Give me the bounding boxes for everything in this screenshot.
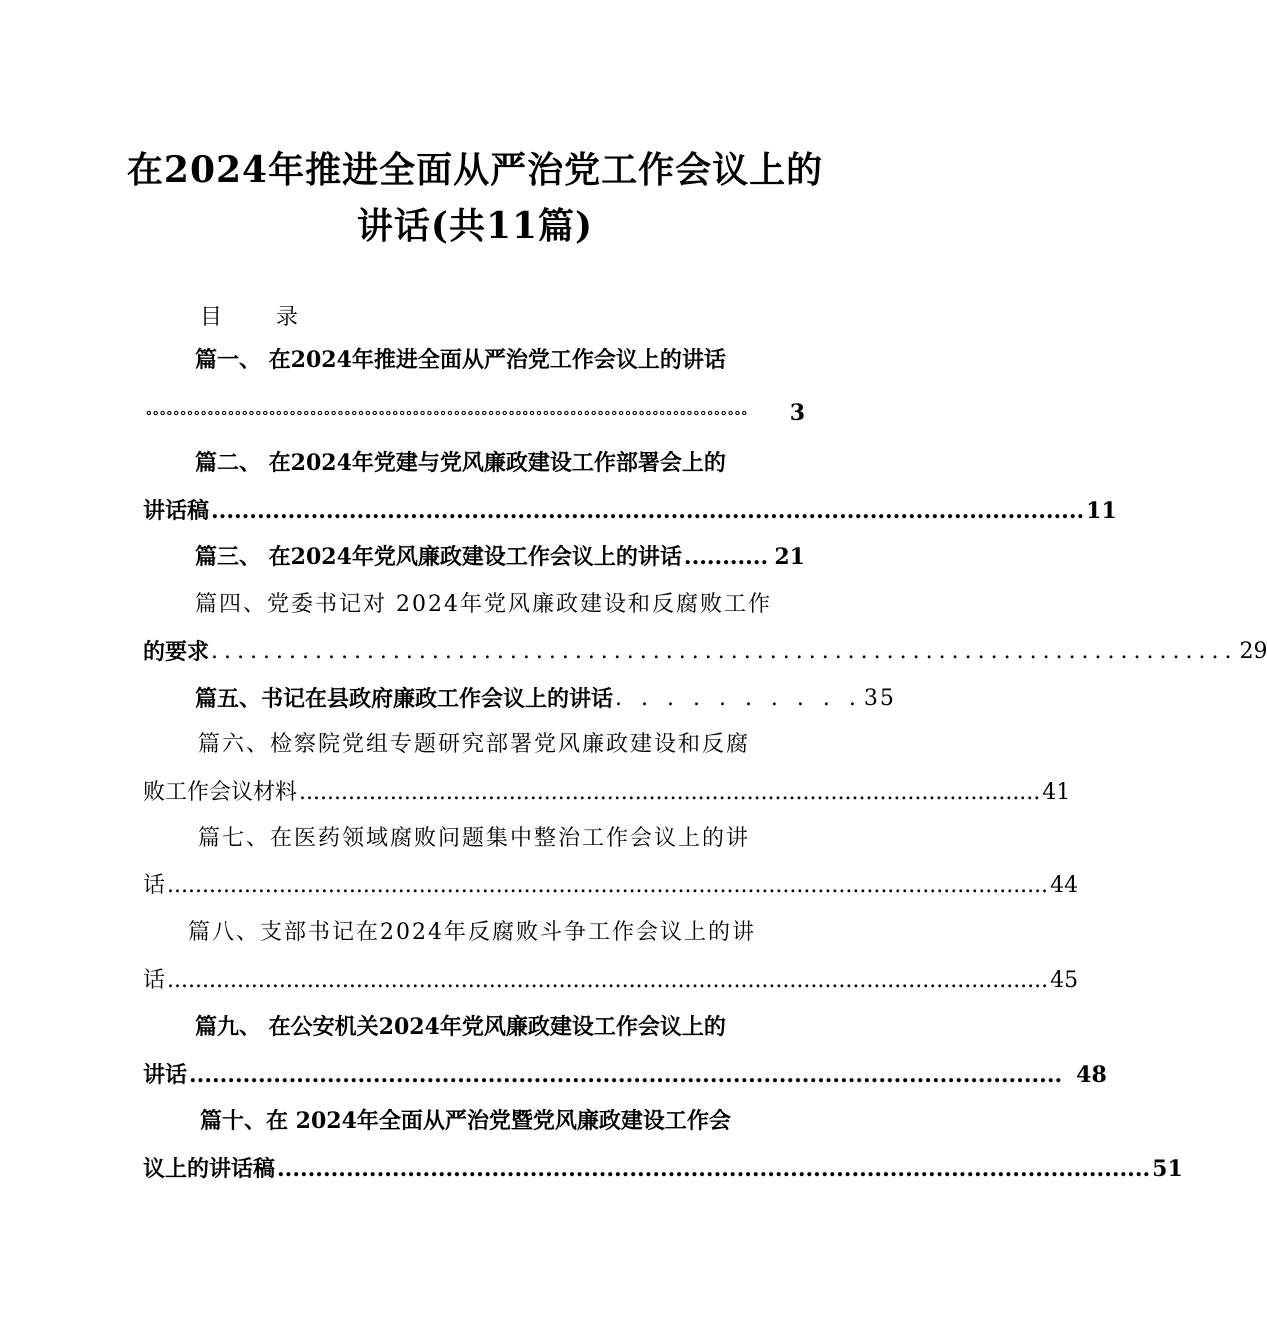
toc-item-9-line2: 讲话 <box>143 1062 188 1088</box>
toc-item-5[interactable] <box>195 684 896 714</box>
toc-leader-dots: .................................................................................................................. <box>277 1156 1151 1182</box>
toc-leader-circles: ∘∘∘∘∘∘∘∘∘∘∘∘∘∘∘∘∘∘∘∘∘∘∘∘∘∘∘∘∘∘∘∘∘∘∘∘∘∘∘∘∘∘∘∘∘∘∘∘∘∘∘∘∘∘∘∘∘∘∘∘∘∘∘∘∘∘∘∘∘∘∘∘∘∘∘∘∘∘∘∘∘∘∘∘∘∘∘∘ <box>145 403 748 422</box>
toc-item-1-leader[interactable] <box>143 398 805 428</box>
toc-item-1-title[interactable]: 篇一、 在2024年推进全面从严治党工作会议上的讲话 <box>195 347 726 373</box>
toc-leader-dots: ............................................................................... <box>211 639 1238 664</box>
toc-item-4-page: 29 <box>1239 639 1267 664</box>
toc-item-2-line2: 讲话稿 <box>143 498 210 524</box>
toc-item-8-cont[interactable] <box>143 966 1079 996</box>
toc-item-1-page: 3 <box>789 400 805 426</box>
toc-item-10-line2: 议上的讲话稿 <box>143 1156 276 1182</box>
toc-item-6-cont[interactable] <box>143 778 1071 808</box>
toc-item-7-page: 44 <box>1050 873 1079 898</box>
toc-item-8-page: 45 <box>1050 968 1079 993</box>
toc-item-2-page: 11 <box>1086 498 1117 524</box>
toc-item-5-title: 篇五、书记在县政府廉政工作会议上的讲话 <box>195 686 614 712</box>
toc-leader-dots: . . . . . . . . . . <box>615 686 862 711</box>
toc-item-3-title: 篇三、 在2024年党风廉政建设工作会议上的讲话 <box>195 544 682 570</box>
toc-leader-dots: .............................................................................................................................. <box>167 968 1049 993</box>
toc-item-5-page: 35 <box>863 686 896 711</box>
toc-item-10-title[interactable]: 篇十、在 2024年全面从严治党暨党风廉政建设工作会 <box>200 1108 731 1134</box>
toc-item-6-line2: 败工作会议材料 <box>143 780 298 805</box>
toc-item-2-title[interactable]: 篇二、 在2024年党建与党风廉政建设工作部署会上的 <box>195 450 726 476</box>
toc-leader-dots: .......................................................................................................... <box>299 780 1041 805</box>
toc-item-4-title[interactable]: 篇四、党委书记对 2024年党风廉政建设和反腐败工作 <box>195 592 772 617</box>
toc-leader-dots: ........... <box>683 544 769 570</box>
toc-item-6-page: 41 <box>1042 780 1071 805</box>
toc-item-4-line2: 的要求 <box>143 639 210 665</box>
toc-item-6-title[interactable]: 篇六、检察院党组专题研究部署党风廉政建设和反腐 <box>198 732 751 757</box>
toc-leader-dots: .................................................................................................................. <box>189 1062 1063 1088</box>
toc-item-9-page: 48 <box>1076 1062 1107 1088</box>
toc-item-10-page: 51 <box>1152 1156 1183 1182</box>
toc-item-7-title[interactable]: 篇七、在医药领域腐败问题集中整治工作会议上的讲 <box>198 826 751 851</box>
toc-leader-dots: .............................................................................................................................. <box>167 873 1049 898</box>
toc-item-7-cont[interactable] <box>143 871 1079 901</box>
toc-item-8-line2: 话 <box>143 968 166 993</box>
toc-heading-left: 目 <box>200 305 223 330</box>
toc-heading-right: 录 <box>276 305 299 330</box>
toc-item-9-cont[interactable] <box>143 1060 1107 1090</box>
title-line-2: 讲话(共11篇) <box>356 205 594 247</box>
toc-item-3-page: 21 <box>774 544 805 570</box>
toc-leader-dots: .................................................................................................................. <box>211 498 1085 524</box>
toc-item-7-line2: 话 <box>143 873 166 898</box>
toc-item-4-cont[interactable] <box>143 637 1267 667</box>
title-line-1: 在2024年推进全面从严治党工作会议上的 <box>126 149 824 191</box>
toc-heading <box>200 300 298 331</box>
toc-item-10-cont[interactable] <box>143 1154 1183 1184</box>
toc-item-2-cont[interactable] <box>143 496 1117 526</box>
toc-item-8-title[interactable]: 篇八、支部书记在2024年反腐败斗争工作会议上的讲 <box>188 920 756 945</box>
toc-item-9-title[interactable]: 篇九、 在公安机关2024年党风廉政建设工作会议上的 <box>195 1014 726 1040</box>
toc-item-3[interactable] <box>195 542 805 572</box>
